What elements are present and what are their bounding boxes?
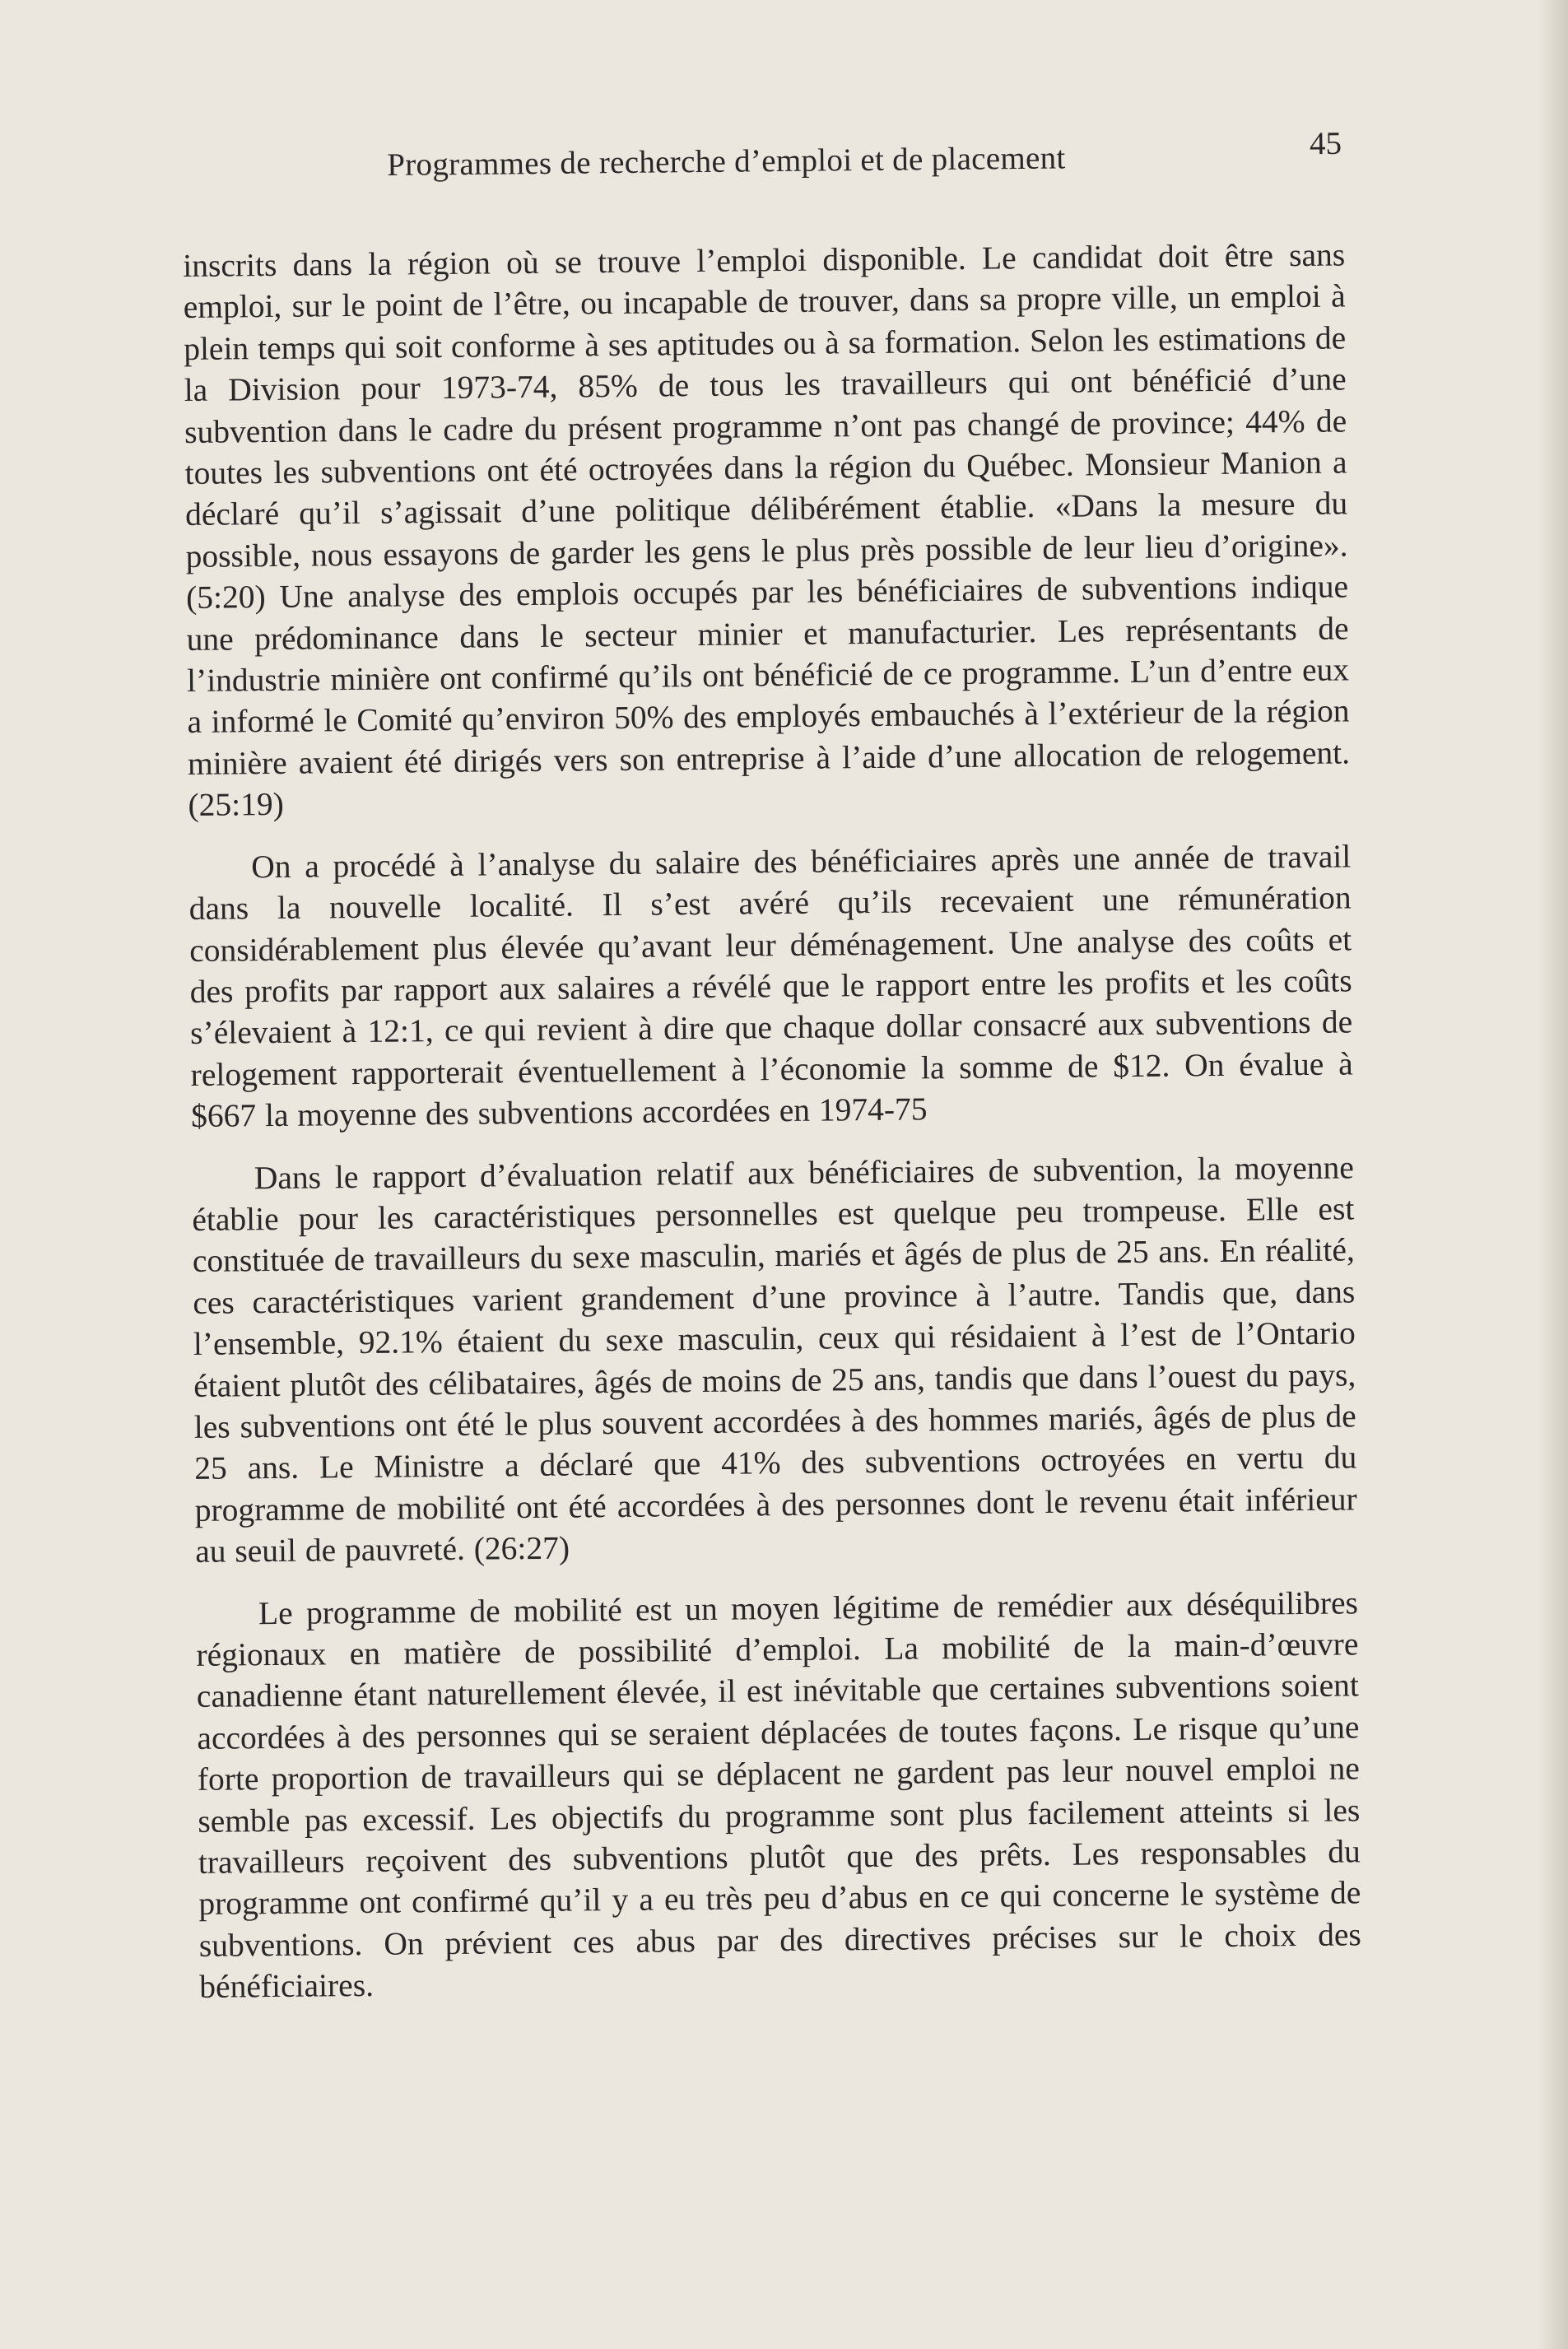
page-header [387,125,1342,196]
running-title: Programmes de recherche d’emploi et de placement [387,140,1066,183]
paragraph-evaluation-report: Dans le rapport d’évaluation relatif aux bénéficiaires de subvention, la moyenne établie pour les caractéristiques personnelles est quelque peu trompeuse. Elle est constituée de travailleurs du sexe masculin, mariés et âgés de plus de 25 ans. En réalité, ces caractéristiques varient grandement d’une province à l’autre. Tandis que, dans l’ensemble, 92.1% étaient du sexe masculin, ceux qui résidaient à l’est de l’Ontario étaient plutôt des célibataires, âgés de moins de 25 ans, tandis que dans l’ouest du pays, les subventions ont été le plus souvent accordées à des hommes mariés, âgés de plus de 25 ans. Le Ministre a déclaré que 41% des subventions octroyées en vertu du programme de mobilité ont été accordées à des personnes dont le revenu était inférieur au seuil de pauvreté. (26:27) [192,1148,1357,1570]
page-number: 45 [1309,125,1342,162]
paragraph-mobility-program: Le programme de mobilité est un moyen légitime de remédier aux déséquilibres régionaux en matière de possibilité d’emploi. La mobilité de la main-d’œuvre canadienne étant naturellement élevée, il est inévitable que certaines subventions soient accordées à des personnes qui se seraient déplacées de toutes façons. Le risque qu’une forte proportion de travailleurs qui se déplacent ne gardent pas leur nouvel emploi ne semble pas excessif. Les objectifs du programme sont plus facilement atteints si les travailleurs reçoivent des subventions plutôt que des prêts. Les responsables du programme ont confirmé qu’il y a eu très peu d’abus en ce qui concerne le système de subventions. On prévient ces abus par des directives précises sur le choix des bénéficiaires. [196,1584,1361,2006]
page-edge-shadow [1538,0,1568,2349]
paragraph-salary-analysis: On a procédé à l’analyse du salaire des bénéficiaires après une année de travail dans la nouvelle localité. Il s’est avéré qu’ils recevaient une rémunération considérablement plus élevée qu’avant leur déménagement. Une analyse des coûts et des profits par rapport aux salaires a révélé que le rapport entre les profits et les coûts s’élevaient à 12:1, ce qui revient à dire que chaque dollar consacré aux subventions de relogement rapporterait éventuellement à l’économie la somme de $12. On évalue à $667 la moyenne des subventions accordées en 1974-75 [188,838,1353,1135]
paragraph-continuation: inscrits dans la région où se trouve l’emploi disponible. Le candidat doit être sans emploi, sur le point de l’être, ou incapable de trouver, dans sa propre ville, un emploi à plein temps qui soit conforme à ses aptitudes ou à sa formation. Selon les estimations de la Division pour 1973-74, 85% de tous les travailleurs qui ont bénéficié d’une subvention dans le cadre du présent programme n’ont pas changé de province; 44% de toutes les subventions ont été octroyées dans la région du Québec. Monsieur Manion a déclaré qu’il s’agissait d’une politique délibérément établie. «Dans la mesure du possible, nous essayons de garder les gens le plus près possible de leur lieu d’origine». (5:20) Une analyse des emplois occupés par les bénéficiaires de subventions indique une prédominance dans le secteur minier et manufacturier. Les représentants de l’industrie minière ont confirmé qu’ils ont bénéficié de ce programme. L’un d’entre eux a informé le Comité qu’environ 50% des employés embauchés à l’extérieur de la région minière avaient été dirigés vers son entreprise à l’aide d’une allocation de relogement. (25:19) [183,236,1351,824]
body-text [183,234,1362,2028]
